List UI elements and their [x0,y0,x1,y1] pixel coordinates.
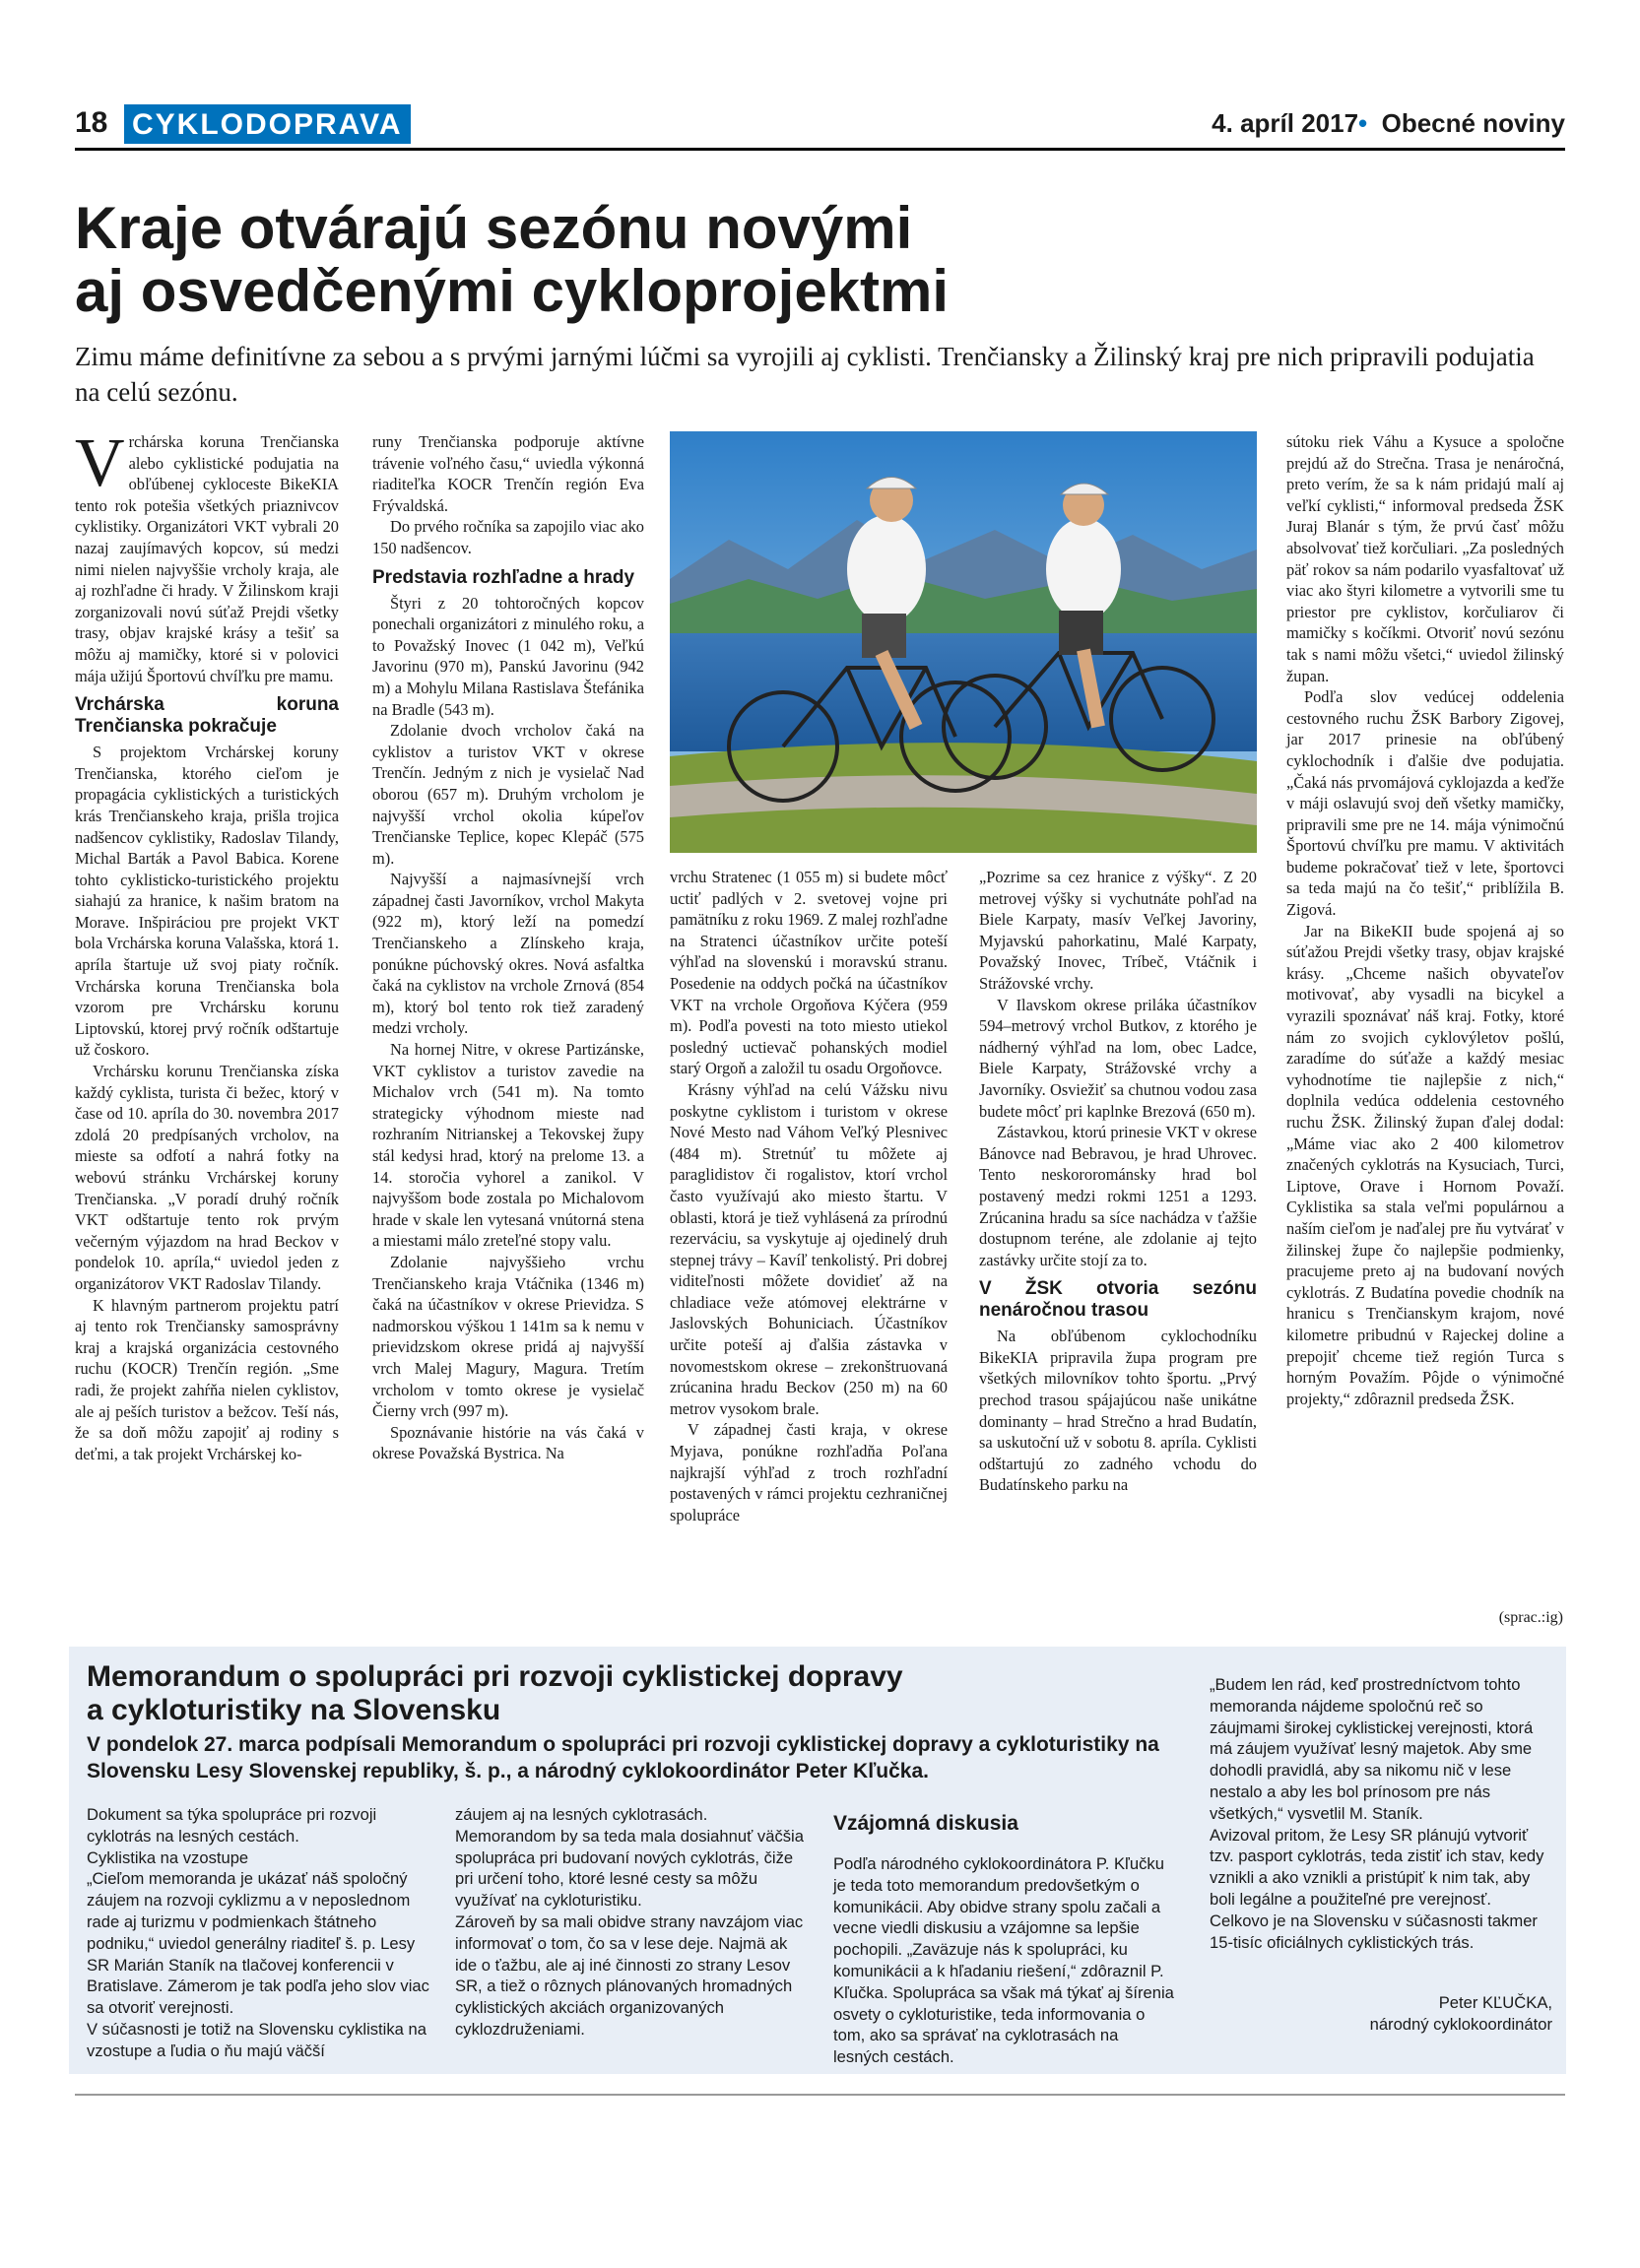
subheading: Predstavia rozhľadne a hrady [372,566,635,588]
header-rule [75,148,1565,151]
paragraph: Dokument sa týka spolupráce pri rozvoji cyklotrás na lesných cestách. [87,1805,377,1846]
paragraph: runy Trenčianska podporuje aktívne trávenie voľného času,“ uviedla výkonná riaditeľka KOCR Trenčín región Eva Frývaldská. [372,432,644,515]
bottom-rule [75,2094,1565,2096]
paragraph: K hlavným partnerom projektu patrí aj tento rok Trenčiansky samosprávny kraj a krajská organizácia cestovného ruchu (KOCR) Trenčín región. „Sme radi, že projekt zahŕňa nielen cyklistov, ale aj peších turistov a bežcov. Teší nás, že sa doň môžu zapojiť aj rodiny s deťmi, a tak projekt Vrchárskej ko- [75,1295,339,1463]
paragraph: vrchu Stratenec (1 055 m) si budete môcť uctiť padlých v 2. svetovej vojne pri pamätníku z roku 1969. Z malej rozhľadne na Stratenci účastníkov určite poteší výhľad na slovenskú i moravskú stranu. Posedenie na oddych počká na účastníkov VKT na vrchole Orgoňova Kýčera (959 m). Podľa povesti na toto miesto utiekol posledný uctievač pohanských modiel starý Orgoň a založil tu osadu Orgoňovce. [670,868,948,1078]
paragraph: „Cieľom memoranda je ukázať náš spoločný záujem na rozvoji cyklizmu a v neposlednom rade aj turizmu v podmienkach štátneho podniku,“ uviedol generálny riaditeľ š. p. Lesy SR Marián Staník na tlačovej konferencii v Bratislave. Zámerom je tak podľa jeho slov viac sa otvoriť verejnosti. [87,1869,429,2018]
paragraph: S projektom Vrchárskej koruny Trenčianska, ktorého cieľom je propagácia cyklistických a turistických krás Trenčianskeho kraja, prišla trojica nadšencov cyklistiky, Radoslav Tilandy, Michal Barták a Pavol Babica. Korene tohto cyklisticko-turistického projektu siahajú za hranice, k našim bratom na Morave. Inšpiráciou pre projekt VKT bola Vrchárska koruna Valašska, ktorá 1. apríla štartuje už svoj piaty ročník. Vrchárska koruna Trenčianska bola vzorom pre Vrchársku korunu Liptovskú, ktorej prvý ročník odštartuje už čoskoro. [75,743,339,1060]
paragraph: „Budem len rád, keď prostredníctvom tohto memoranda nájdeme spoločnú reč so záujmami širokej cyklistickej verejnosti, ktorá má záujem využívať lesný majetok. Aby sme dohodli pravidlá, aby sa nikomu nič v lese nestalo a aby les bol prínosom pre nás všetkých,“ vysvetlil M. Staník. [1210,1675,1534,1823]
article-column-1 [75,425,339,1464]
paragraph: Avizoval pritom, že Lesy SR plánujú vytvoriť tzv. pasport cyklotrás, teda zistiť ich stav, kedy vznikli a ako vznikli a pristúpiť k nim tak, aby boli legálne a použiteľné pre verejnosť. [1210,1825,1544,1909]
publication-name: Obecné noviny [1381,108,1565,138]
memorandum-subheading: Vzájomná diskusia [833,1812,1018,1835]
paragraph: Krásny výhľad na celú Vážsku nivu poskytne cyklistom i turistom v okrese Nové Mesto nad Váhom Veľký Plesnivec (484 m). Stretnúť tu môžete aj paraglidistov či rogalistov, ktorí vrchol často využívajú ako miesto štartu. V oblasti, ktorá je tiež vyhlásená za prírodnú rezerváciu, sa vyskytuje aj ojedinelý druh stepnej trávy – Kavíľ tenkolistý. Pri dobrej viditeľnosti môžete dovidieť až na chladiace veže atómovej elektrárne v Jaslovských Bohuniciach. Účastníkov určite poteší aj ďalšia zástavka v novomestskom okrese – zrekonštruovaná zrúcanina hradu Beckov (250 m) na 60 metrov vysokom brale. [670,1079,948,1418]
paragraph: Podľa národného cyklokoordinátora P. Kľučku je teda toto memorandum predovšetkým o komunikácii. Aby obidve strany spolu začali a vecne viedli diskusiu a vzájomne sa lepšie pochopili. „Zaväzuje nás k spolupráci, ku komunikácii a k hľadaniu riešení,“ zdôraznil P. Kľučka. Spolupráca sa však má týkať aj šírenia osvety o cykloturistike, teda informovania o tom, ako sa správať na cyklotrasách na lesných cestách. [833,1854,1174,2067]
issue-date: 4. apríl 2017 [1212,108,1359,138]
headline-line: aj osvedčenými cykloprojektmi [75,258,950,324]
photo-illustration [670,431,1257,853]
paragraph: Spoznávanie histórie na vás čaká v okrese Považská Bystrica. Na [372,1422,644,1463]
article-credit: (sprac.:ig) [1498,1609,1563,1626]
memorandum-column-1 [87,1804,433,2062]
paragraph: V Ilavskom okrese priláka účastníkov 594–metrový vrchol Butkov, z ktorého je nádherný výhľad na lom, obec Ladce, Biele Karpaty, Strážovské vrchy a Javorníky. Osviežiť sa chutnou vodou zasa budete môcť pri kaplnke Brezová (650 m). [979,995,1257,1121]
memorandum-lead: V pondelok 27. marca podpísali Memorandum o spolupráci pri rozvoji cyklistickej dopravy a cykloturistiky na Slovensku Lesy Slovenskej republiky, š. p., a národný cyklokoordinátor Peter Kľučka. [87,1733,1159,1782]
article-column-3 [670,867,948,1525]
paragraph: Vrchársku korunu Trenčianska získa každý cyklista, turista či bežec, ktorý v čase od 10. apríla do 30. novembra 2017 zdolá 20 predpísaných vrcholov, na mieste sa odfotí a nahrá fotky na webovú stránku Vrchárskej koruny Trenčianska. „V poradí druhý ročník VKT odštartuje tento rok prvým večerným výjazdom na hrad Beckov v pondelok 10. apríla,“ uviedol jeden z organizátorov VKT Radoslav Tilandy. [75,1062,339,1293]
paragraph: Jar na BikeKII bude spojená aj so súťažou Prejdi všetky trasy, objav krajské krásy. „Chceme našich obyvateľov motivovať, aby vysadli na bicykel a vyrazili spoznávať náš kraj. Fotky, ktoré nám zo svojich cyklovýletov pošlú, zaradíme do súťaže a každý mesiac vyhodnotíme tie najlepšie z nich,“ doplnila vedúca oddelenia cestovného ruchu ŽSK. Žilinský župan ďalej dodal: „Máme viac ako 2 400 kilometrov značených cyklotrás na Kysuciach, Turci, Liptove, Orave i Hornom Považí. Cyklistika sa stala veľmi populárnou a naším cieľom je naďalej pre ňu vytvárať v žilinskej župe čo najlepšie podmienky, pracujeme preto aj na budovaní nových cyklotrás. Z Budatína povedie chodník na hranicu s Trenčianskym krajom, nové kilometre pribudnú v Rajeckej doline a prepojiť chceme tiež región Turca s horným Považím. Pôjde o výnimočné projekty,“ zdôraznil predseda ŽSK. [1286,921,1564,1408]
paragraph: Štyri z 20 tohtoročných kopcov ponechali organizátori z minulého roku, a to Považský Inovec (1 042 m), Veľkú Javorinu (970 m), Panskú Javorinu (942 m) a Mohylu Milana Rastislava Štefánika na Bradle (543 m). [372,593,644,719]
memorandum-column-4 [1210,1674,1552,2036]
drop-cap: V [75,425,125,501]
paragraph: Zdolanie dvoch vrcholov čaká na cyklistov a turistov VKT v okrese Trenčín. Jedným z nich je vysielač Nad oborou (657 m). Druhým vrcholom je najvyšší vrchol okolia kúpeľov Trenčianske Teplice, kopec Klepáč (575 m). [372,721,644,868]
paragraph: Najvyšší a najmasívnejší vrch západnej časti Javorníkov, vrchol Makyta (922 m), ktorý leží na pomedzí Trenčianskeho a Zlínskeho kraja, ponúkne púchovský okres. Nová asfaltka čaká na cyklistov na vrchole Zrnová (854 m), ktorý bol tento rok tiež zaradený medzi vrcholy. [372,870,644,1038]
memorandum-title-line: a cykloturistiky na Slovensku [87,1694,501,1726]
subheading: Vrchárska koruna Trenčianska pokračuje [75,694,339,738]
subheading: V ŽSK otvoria sezónu nenáročnou trasou [979,1278,1257,1322]
paragraph: Na hornej Nitre, v okrese Partizánske, VKT cyklistov a turistov zavedie na Michalov vrch (541 m). Na tomto strategicky výhodnom mieste nad rozhraním Nitrianskej a Tekovskej župy stál kedysi hrad, ktorý na prelome 13. a 14. storočia vyhorel a zanikol. V najvyššom bode zostala po Michalovom hrade v skale len vytesaná vnútorná stena a miestami málo zreteľné stopy valu. [372,1040,644,1251]
paragraph: Zároveň by sa mali obidve strany navzájom viac informovať o tom, čo sa v lese deje. Najmä ak ide o ťažbu, ale aj iné činnosti zo strany Lesov SR, a tiež o rôznych plánovaných hromadných cyklistických akciách organizovaných cyklozdruženiami. [455,1912,804,2039]
article-lead: Zimu máme definitívne za sebou a s prvými jarnými lúčmi sa vyrojili aj cyklisti. Trenčiansky a Žilinský kraj pre nich pripravili podujatia na celú sezónu. [75,342,1535,407]
article-column-5 [1286,431,1564,1409]
article-column-2 [372,431,644,1464]
paragraph: Celkovo je na Slovensku v súčasnosti takmer 15-tisíc oficiálnych cyklistických trás. [1210,1911,1538,1952]
paragraph [75,425,339,686]
paragraph: V západnej časti kraja, v okrese Myjava, ponúkne rozhľadňa Poľana najkrajší výhľad z troch rozhľadní postavených v rámci projektu cezhraničnej spolupráce [670,1420,948,1524]
memorandum-column-2 [455,1804,804,2041]
paragraph-text: rchárska koruna Trenčianska alebo cyklistické podujatia na obľúbenej cykloceste BikeKIA tento rok potešia všetkých priaznivcov cyklistiky. Organizátori VKT vybrali 20 nazaj zaujímavých kopcov, sú medzi nimi nielen najvyššie vrcholy kraja, ale aj rozhľadne či hrady. V Žilinskom kraji zorganizovali novú súťaž Prejdi všetky trasy, objav krajské krásy a tešiť sa môžu aj mamičky, ktoré si v polovici mája užijú Športovú chvíľku pre mamu. [75,432,339,685]
paragraph: Zdolanie najvyššieho vrchu Trenčianskeho kraja Vtáčnika (1346 m) čaká na účastníkov v okrese Prievidza. S nadmorskou výškou 1 141m sa k nemu v prievidzskom okrese pridá aj najvyšší vrch Malej Magury, Magura. Tretím vrcholom v tomto okrese je vysielač Čierny vrch (997 m). [372,1252,644,1421]
header-info [1212,108,1565,139]
article-column-4 [979,867,1257,1496]
paragraph: sútoku riek Váhu a Kysuce a spoločne prejdú až do Strečna. Trasa je nenáročná, preto verím, že sa k nám pridajú malí aj veľkí cyklisti,“ informoval predseda ŽSK Juraj Blanár s tým, že prvú časť môžu absolvovať tiež korčuliari. „Za posledných päť rokov sa nám podarilo vyasfaltovať už viac ako štyri kilometre a vytvorili sme tu priestor pre cyklistov, korčuliarov či mamičky s kočíkmi. Otvoriť novú sezónu tak s nami môžu všetci,“ uviedol žilinský župan. [1286,432,1564,685]
paragraph: Na obľúbenom cyklochodníku BikeKIA pripravila župa program pre všetkých milovníkov tohto športu. „Prvý prechod trasou spájajúcou naše unikátne dominanty – hrad Strečno a hrad Budatín, sa uskutoční už v sobotu 8. apríla. Cyklisti odštartujú zo zadného vchodu do Budatínskeho parku na [979,1327,1257,1495]
separator-dot: • [1358,108,1368,138]
signature-role: národný cyklokoordinátor [1369,2015,1552,2035]
page-number: 18 [75,106,108,139]
memorandum-title [87,1660,1131,1727]
paragraph: „Pozrime sa cez hranice z výšky“. Z 20 metrovej výšky si vychutnáte pohľad na Biele Karpaty, masív Veľkej Javoriny, Myjavskú pahorkatinu, Malé Karpaty, Považský Inovec, Tríbeč, Vtáčnik i Strážovské vrchy. [979,868,1257,993]
signature-name: Peter KĽUČKA, [1438,1993,1552,2013]
paragraph: Do prvého ročníka sa zapojilo viac ako 150 nadšencov. [372,517,644,557]
cyclists-photo [670,431,1257,853]
memorandum-title-line: Memorandum o spolupráci pri rozvoji cyklistickej dopravy [87,1660,903,1693]
paragraph: záujem aj na lesných cyklotrasách. Memorandom by sa teda mala dosiahnuť väčšia spolupráca pri budovaní nových cyklotrás, čiže pri určení toho, ktoré lesné cesty sa môžu využívať na cykloturistiku. [455,1805,804,1911]
signature [1210,1992,1552,2036]
lake [670,633,1257,751]
paragraph: Podľa slov vedúcej oddelenia cestovného ruchu ŽSK Barbory Zigovej, jar 2017 prinesie na obľúbený cyklochodník i ďalšie dve podujatia. „Čaká nás prvomájová cyklojazda a keďže v máji oslavujú svoj deň všetky mamičky, pripravili sme pre ne 14. mája výnimočnú Športovú chvíľku pre mamu. V aktivitách budeme pokračovať tiež v lete, športovci sa teda majú na čo tešiť,“ priblížila B. Zigová. [1286,687,1564,920]
section-label: CYKLODOPRAVA [124,104,411,144]
paragraph: Cyklistika na vzostupe [87,1847,249,1867]
memorandum-column-3 [833,1812,1174,2068]
paragraph: V súčasnosti je totiž na Slovensku cyklistika na vzostupe a ľudia o ňu majú väčší [87,2019,426,2060]
paragraph: Zástavkou, ktorú prinesie VKT v okrese Bánovce nad Bebravou, je hrad Uhrovec. Tento neskororománsky hrad bol postavený medzi rokmi 1251 a 1293. Zrúcanina hradu sa síce nachádza v ťažšie dostupnom teréne, ale zdolanie aj tejto zastávky určite stojí za to. [979,1123,1257,1269]
headline-line: Kraje otvárajú sezónu novými [75,195,913,261]
headline [75,197,1552,323]
